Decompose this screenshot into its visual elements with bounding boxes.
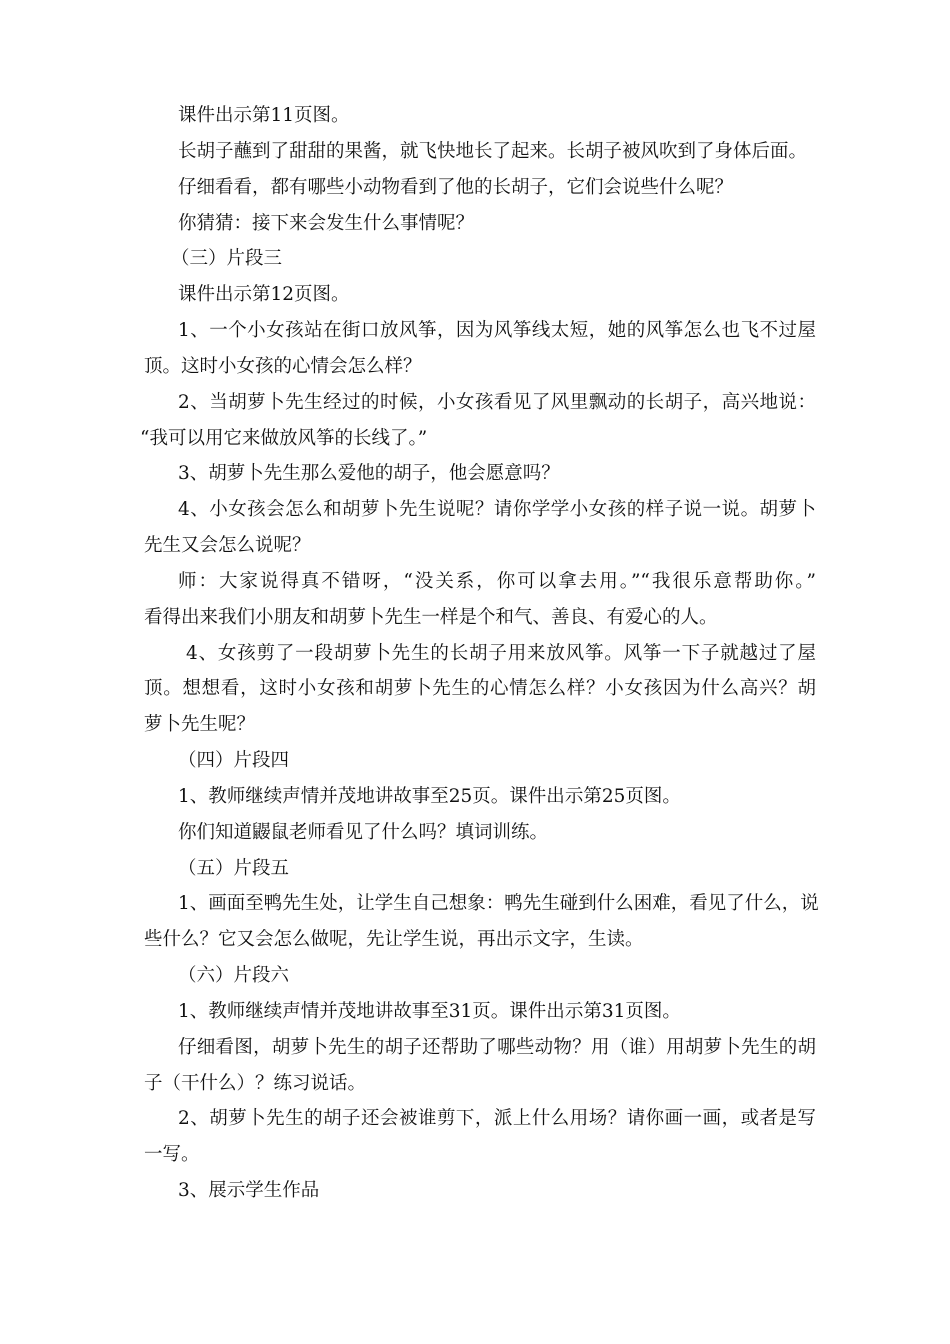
text-line: 顶。想想看，这时小女孩和胡萝卜先生的心情怎么样？小女孩因为什么高兴？胡 bbox=[144, 678, 816, 699]
text-line: 子（干什么）？练习说话。 bbox=[144, 1073, 367, 1094]
section-heading: （五）片段五 bbox=[178, 858, 290, 879]
text-line: 课件出示第12页图。 bbox=[178, 284, 350, 305]
text-line: 萝卜先生呢？ bbox=[144, 714, 256, 735]
text-line: 一写。 bbox=[144, 1144, 200, 1165]
text-line: 3、胡萝卜先生那么爱他的胡子，他会愿意吗？ bbox=[178, 463, 560, 484]
text-line: 你猜猜：接下来会发生什么事情呢？ bbox=[178, 213, 475, 234]
text-line: 些什么？它又会怎么做呢，先让学生说，再出示文字，生读。 bbox=[144, 929, 644, 950]
text-line: 先生又会怎么说呢？ bbox=[144, 535, 311, 556]
text-line: 顶。这时小女孩的心情会怎么样？ bbox=[144, 356, 422, 377]
text-line: 1、一个小女孩站在街口放风筝，因为风筝线太短，她的风筝怎么也飞不过屋 bbox=[178, 320, 816, 341]
text-line: 看得出来我们小朋友和胡萝卜先生一样是个和气、善良、有爱心的人。 bbox=[144, 607, 718, 628]
text-line: 2、当胡萝卜先生经过的时候，小女孩看见了风里飘动的长胡子，高兴地说： bbox=[178, 392, 816, 413]
section-heading: （三）片段三 bbox=[171, 248, 283, 269]
section-heading: （六）片段六 bbox=[178, 965, 290, 986]
text-line: 仔细看看，都有哪些小动物看到了他的长胡子，它们会说些什么呢？ bbox=[178, 177, 734, 198]
text-line: 你们知道鼹鼠老师看见了什么吗？填词训练。 bbox=[178, 822, 549, 843]
text-line: 课件出示第11页图。 bbox=[178, 105, 350, 126]
text-line: 4、小女孩会怎么和胡萝卜先生说呢？请你学学小女孩的样子说一说。胡萝卜 bbox=[178, 499, 816, 520]
text-line: 4、女孩剪了一段胡萝卜先生的长胡子用来放风筝。风筝一下子就越过了屋 bbox=[186, 643, 816, 664]
text-line: 长胡子蘸到了甜甜的果酱，就飞快地长了起来。长胡子被风吹到了身体后面。 bbox=[178, 141, 808, 162]
text-line: 2、胡萝卜先生的胡子还会被谁剪下，派上什么用场？请你画一画，或者是写 bbox=[178, 1108, 816, 1129]
section-heading: （四）片段四 bbox=[178, 750, 290, 771]
text-line: “我可以用它来做放风筝的长线了。” bbox=[140, 428, 428, 449]
text-line: 仔细看图，胡萝卜先生的胡子还帮助了哪些动物？用（谁）用胡萝卜先生的胡 bbox=[178, 1037, 816, 1058]
text-line: 师：大家说得真不错呀，“没关系，你可以拿去用。”“我很乐意帮助你。” bbox=[178, 571, 816, 592]
text-line: 1、画面至鸭先生处，让学生自己想象：鸭先生碰到什么困难，看见了什么，说 bbox=[178, 893, 819, 914]
text-line: 1、教师继续声情并茂地讲故事至25页。课件出示第25页图。 bbox=[178, 786, 681, 807]
text-line: 3、展示学生作品 bbox=[178, 1180, 320, 1201]
text-line: 1、教师继续声情并茂地讲故事至31页。课件出示第31页图。 bbox=[178, 1001, 681, 1022]
